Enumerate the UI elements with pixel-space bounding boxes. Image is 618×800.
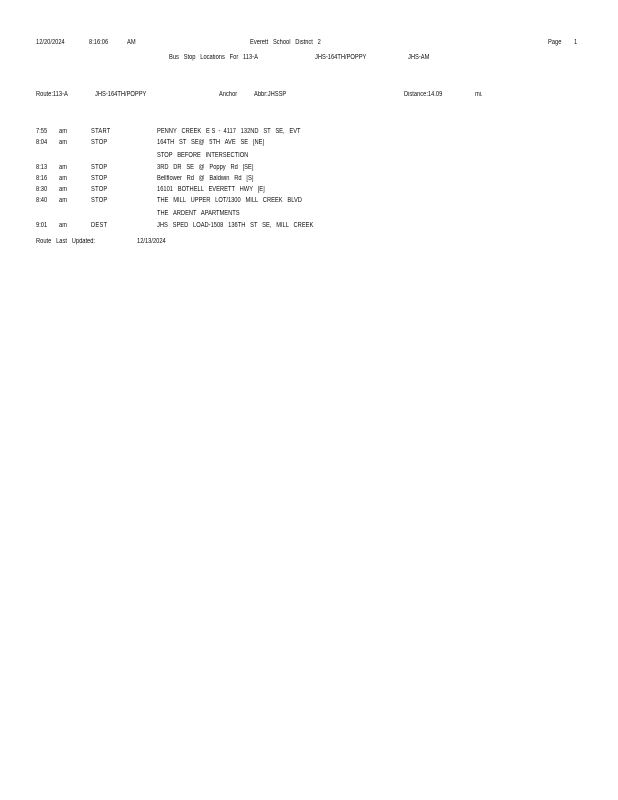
- stop-ampm: am: [59, 175, 67, 182]
- stop-ampm: am: [59, 128, 67, 135]
- stop-location: 16101 BOTHELL EVERETT HWY [E]: [157, 186, 265, 193]
- last-updated-label: Route Last Updated:: [36, 238, 96, 245]
- report-subtitle: Bus Stop Locations For 113-A: [169, 54, 258, 61]
- stop-note: THE ARDENT APARTMENTS: [157, 210, 240, 217]
- stop-type: START: [91, 128, 111, 135]
- stop-location: Bellflower Rd @ Baldwin Rd [S]: [157, 175, 254, 182]
- stop-type: STOP: [91, 139, 108, 146]
- stop-type: STOP: [91, 186, 108, 193]
- stop-location: 3RD DR SE @ Poppy Rd [SE]: [157, 164, 254, 171]
- stop-type: STOP: [91, 164, 108, 171]
- header-route-name: JHS-164TH/POPPY: [315, 54, 367, 61]
- stop-location: 164TH ST SE@ 5TH AVE SE [NE]: [157, 139, 265, 146]
- page-number: 1: [574, 39, 578, 46]
- stop-location: JHS SPED LOAD-1508 136TH ST SE, MILL CREEK: [157, 222, 314, 229]
- page-label: Page: [548, 39, 562, 46]
- route-name: JHS-164TH/POPPY: [95, 91, 147, 98]
- route-distance: Distance:14.09: [404, 91, 443, 98]
- route-id: Route:113-A: [36, 91, 68, 98]
- stop-note: STOP BEFORE INTERSECTION: [157, 152, 249, 159]
- stop-time: 9:01: [36, 222, 48, 229]
- print-time: 8:16:06: [89, 39, 109, 46]
- stop-time: 8:30: [36, 186, 48, 193]
- route-abbr: Abbr:JHSSP: [254, 91, 287, 98]
- stop-ampm: am: [59, 164, 67, 171]
- last-updated-date: 12/13/2024: [137, 238, 166, 245]
- stop-location: PENNY CREEK E S - 4117 132ND ST SE, EVT: [157, 128, 301, 135]
- stop-ampm: am: [59, 139, 67, 146]
- distance-unit: mi.: [475, 91, 483, 98]
- stop-time: 8:13: [36, 164, 48, 171]
- district-title: Everett School District 2: [250, 39, 321, 46]
- stop-ampm: am: [59, 186, 67, 193]
- stop-ampm: am: [59, 222, 67, 229]
- stop-type: STOP: [91, 197, 108, 204]
- stop-type: STOP: [91, 175, 108, 182]
- print-date: 12/20/2024: [36, 39, 65, 46]
- stop-time: 8:40: [36, 197, 48, 204]
- header-shift: JHS-AM: [408, 54, 430, 61]
- stop-ampm: am: [59, 197, 67, 204]
- stop-location: THE MILL UPPER LOT/1300 MILL CREEK BLVD: [157, 197, 302, 204]
- stop-time: 8:04: [36, 139, 48, 146]
- stop-type: DEST: [91, 222, 108, 229]
- stop-time: 7:55: [36, 128, 48, 135]
- anchor-label: Anchor: [219, 91, 238, 98]
- stop-time: 8:16: [36, 175, 48, 182]
- print-ampm: AM: [127, 39, 136, 46]
